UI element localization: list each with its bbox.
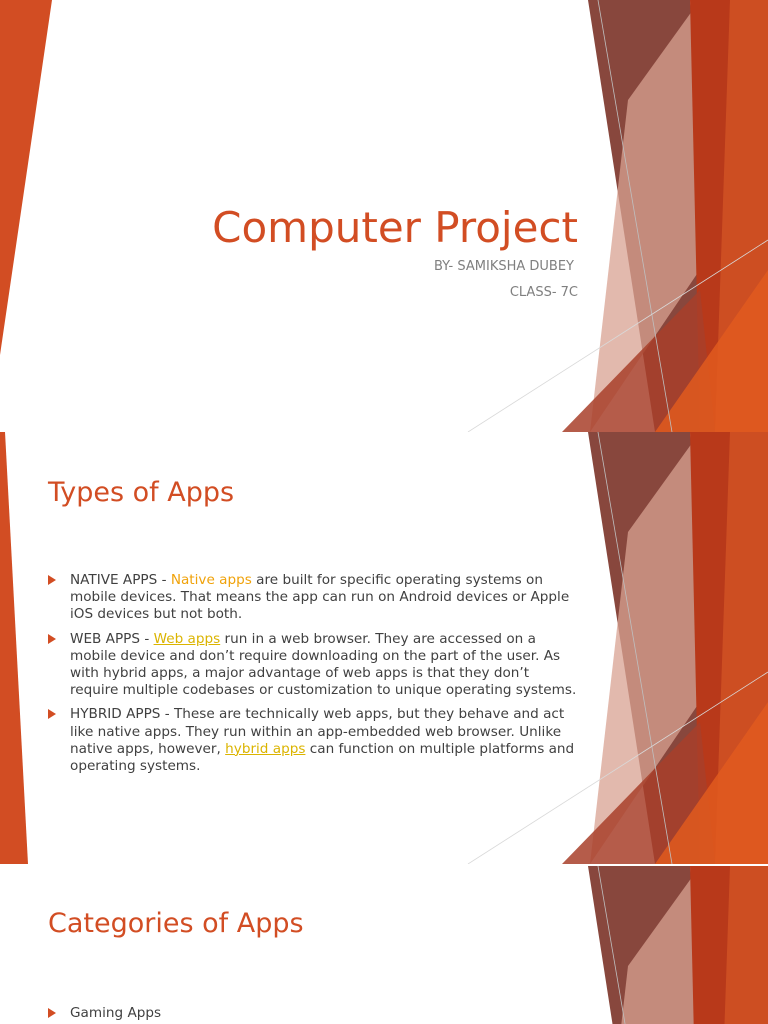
triangle-bullet-icon	[48, 634, 56, 644]
bullet-prefix: NATIVE APPS -	[70, 572, 171, 588]
bullet-text: are built for specific operating systems on mobile devices. That means the app can run on Android devices or Apple iOS devices but not both.	[70, 572, 570, 623]
slide-title	[0, 0, 768, 432]
bullet-prefix: HYBRID APPS - These are technically web apps, but they behave and act like native apps. They run within an app-embedded web browser. Unlike native apps, however,	[70, 706, 565, 757]
left-stripe-decoration	[0, 432, 28, 864]
triangle-bullet-icon	[48, 709, 56, 719]
bullet-text: run in a web browser. They are accessed on a mobile device and don’t require downloading on the part of the user. As with hybrid apps, a major advantage of web apps is that they don’t require multiple codebases or customization to unique operating systems.	[70, 630, 577, 699]
class-subtitle: CLASS- 7C	[509, 285, 578, 300]
bullet-text: Gaming Apps	[70, 1005, 162, 1021]
native-apps-link[interactable]: Native apps	[170, 572, 252, 588]
list-item-native-apps	[48, 572, 578, 624]
slide-decoration	[0, 866, 768, 1024]
list-item-hybrid-apps	[48, 706, 578, 775]
bullet-prefix: WEB APPS -	[70, 630, 154, 647]
left-stripe-decoration	[0, 0, 52, 355]
slide-heading: Categories of Apps	[48, 908, 304, 939]
slide-heading: Types of Apps	[48, 477, 235, 508]
list-item-gaming-apps	[48, 1005, 578, 1022]
slide-categories-of-apps	[0, 866, 768, 1024]
hybrid-apps-link[interactable]: hybrid apps	[225, 740, 306, 757]
triangle-bullet-icon	[48, 1008, 56, 1018]
bullet-text: can function on multiple platforms and operating systems.	[70, 740, 575, 775]
list-item-web-apps	[48, 631, 578, 700]
triangle-bullet-icon	[48, 575, 56, 585]
author-subtitle: BY- SAMIKSHA DUBEY	[433, 259, 574, 274]
bullet-list	[48, 572, 578, 782]
web-apps-link[interactable]: Web apps	[153, 630, 221, 647]
slide-types-of-apps	[0, 432, 768, 864]
bullet-list	[48, 1005, 578, 1024]
presentation-title: Computer Project	[212, 203, 578, 252]
